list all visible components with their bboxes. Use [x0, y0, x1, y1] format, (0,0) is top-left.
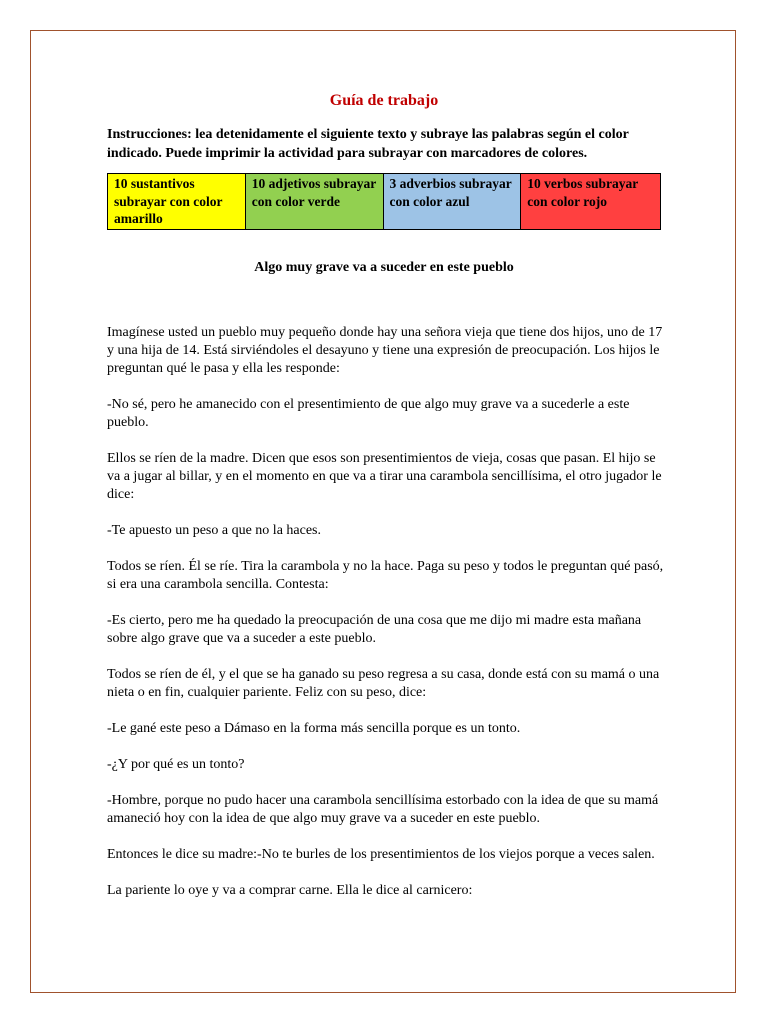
paragraph: La pariente lo oye y va a comprar carne. Ella le dice al carnicero: [107, 883, 473, 898]
paragraph: -Hombre, porque no pudo hacer una carambola sencillísima estorbado con la idea de que su mamá amaneció hoy con la idea de que algo muy grave va a suceder en este pueblo. [107, 793, 659, 826]
adverbs-blue-cell: 3 adverbios subrayar con color azul [383, 174, 521, 230]
document-title: Guía de trabajo [329, 92, 439, 109]
adjectives-green-cell: 10 adjetivos subrayar con color verde [245, 174, 383, 230]
verbs-red-cell: 10 verbos subrayar con color rojo [521, 174, 661, 230]
color-legend-table [107, 173, 661, 230]
nouns-yellow-cell: 10 sustantivos subrayar con color amarillo [108, 174, 246, 230]
paragraph: -Le gané este peso a Dámaso en la forma más sencilla porque es un tonto. [107, 721, 521, 736]
paragraph: Todos se ríen. Él se ríe. Tira la carambola y no la hace. Paga su peso y todos le preguntan qué pasó, si era una carambola sencilla. Contesta: [107, 559, 664, 592]
table-row [108, 174, 661, 230]
paragraph: -¿Y por qué es un tonto? [107, 757, 245, 772]
paragraph: -Es cierto, pero me ha quedado la preocupación de una cosa que me dijo mi madre esta mañana sobre algo grave que va a suceder a este pueblo. [107, 613, 642, 646]
paragraph: -Te apuesto un peso a que no la haces. [107, 523, 321, 538]
paragraph: Ellos se ríen de la madre. Dicen que esos son presentimientos de vieja, cosas que pasan. El hijo se va a jugar al billar, y en el momento en que va a tirar una carambola sencillísima, el otro jugador le dice: [107, 451, 662, 502]
paragraph: Todos se ríen de él, y el que se ha ganado su peso regresa a su casa, donde está con su mamá o una nieta o en fin, cualquier pariente. Feliz con su peso, dice: [107, 667, 660, 700]
paragraph: Entonces le dice su madre:-No te burles de los presentimientos de los viejos porque a veces salen. [107, 847, 655, 862]
story-title: Algo muy grave va a suceder en este pueblo [254, 260, 514, 275]
instructions-text: Instrucciones: lea detenidamente el siguiente texto y subraye las palabras según el color indicado. Puede imprimir la actividad para subrayar con marcadores de colores. [107, 127, 629, 161]
paragraph: Imagínese usted un pueblo muy pequeño donde hay una señora vieja que tiene dos hijos, uno de 17 y una hija de 14. Está sirviéndoles el desayuno y tiene una expresión de preocupación. Los hijos le preguntan qué le pasa y ella les responde: [107, 325, 663, 376]
paragraph: -No sé, pero he amanecido con el presentimiento de que algo muy grave va a sucederle a este pueblo. [107, 397, 630, 430]
story-body [107, 324, 667, 918]
